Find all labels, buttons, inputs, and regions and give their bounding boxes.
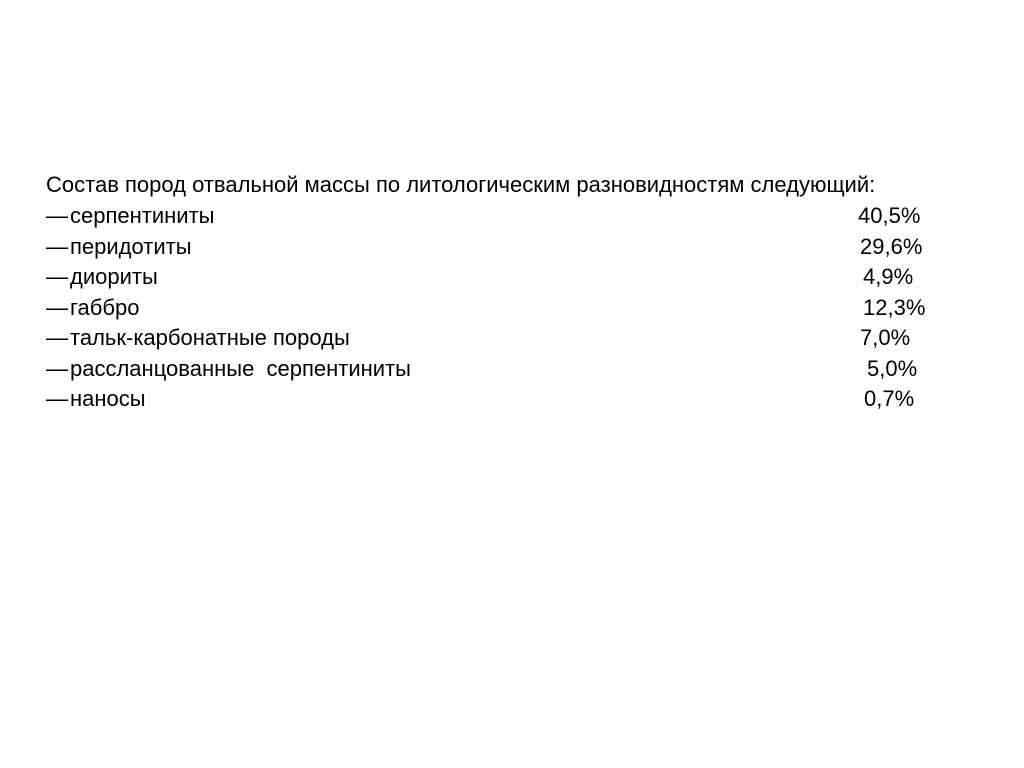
list-item — [46, 293, 1006, 324]
percentage-value: 40,5% — [858, 203, 921, 228]
dash-bullet: — — [46, 203, 68, 228]
list-item — [46, 232, 1006, 263]
rock-type-label: серпентиниты — [70, 203, 215, 228]
percentage-value: 29,6% — [860, 233, 923, 259]
dash-bullet: — — [46, 325, 68, 350]
rock-type-label: рассланцованные серпентиниты — [70, 355, 411, 381]
rock-type-label: диориты — [70, 264, 158, 289]
rock-type-label: перидотиты — [70, 233, 192, 259]
dash-bullet: — — [46, 386, 68, 411]
rock-type-label: наносы — [70, 386, 146, 411]
rock-composition-list — [46, 201, 1006, 415]
percentage-value: 4,9% — [863, 264, 914, 289]
list-item — [46, 384, 1006, 415]
list-item — [46, 323, 1006, 354]
dash-bullet: — — [46, 233, 68, 259]
list-item — [46, 262, 1006, 293]
percentage-value: 7,0% — [860, 325, 911, 350]
slide-heading: Состав пород отвальной массы по литологическим разновидностям следующий: — [46, 172, 876, 197]
percentage-value: 0,7% — [864, 386, 915, 411]
percentage-value: 12,3% — [863, 294, 926, 320]
rock-type-label: габбро — [70, 294, 140, 320]
list-item — [46, 201, 1006, 232]
percentage-value: 5,0% — [867, 355, 918, 381]
dash-bullet: — — [46, 355, 68, 381]
rock-type-label: тальк-карбонатные породы — [70, 325, 350, 350]
dash-bullet: — — [46, 294, 68, 320]
list-item — [46, 354, 1006, 385]
dash-bullet: — — [46, 264, 68, 289]
